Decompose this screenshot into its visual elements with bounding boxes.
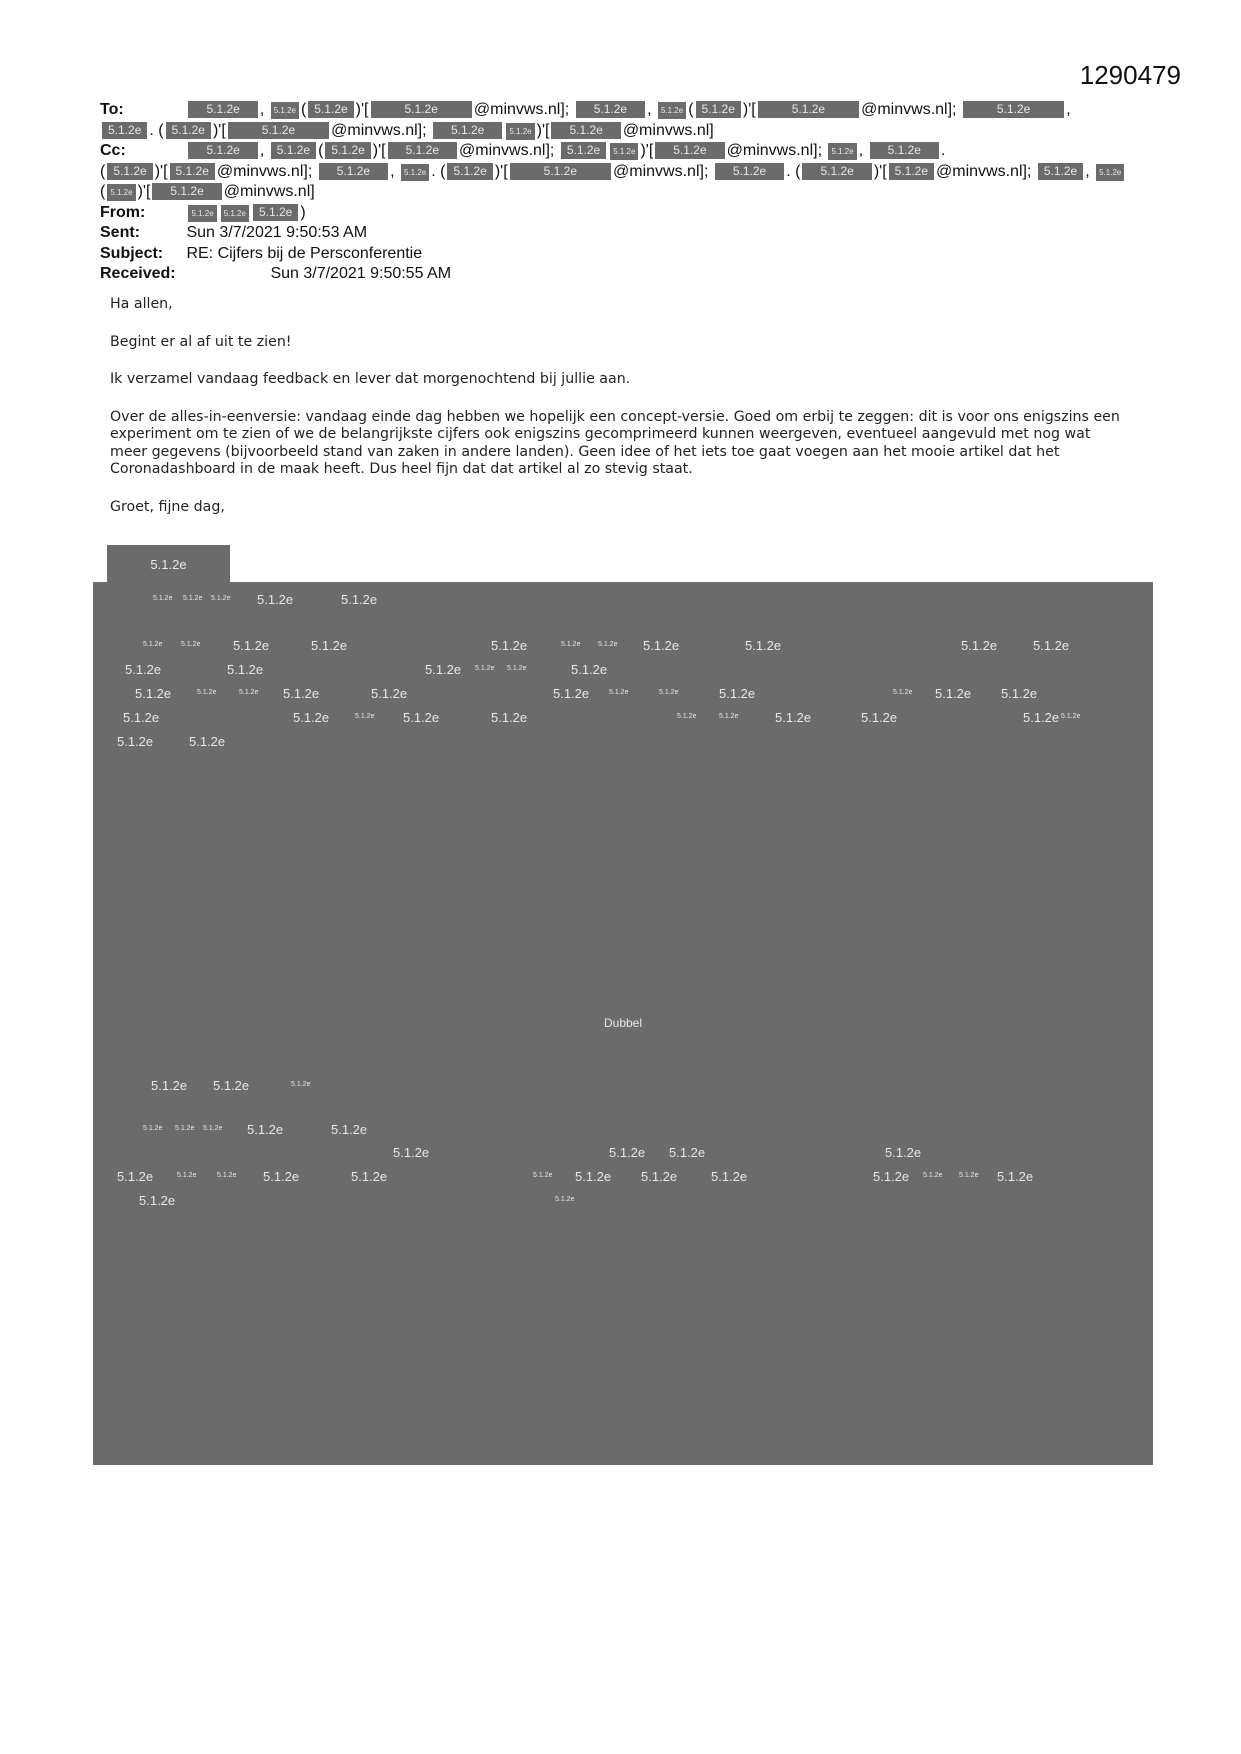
email-domain: @minvws.nl] [216,162,308,180]
redacted-line [93,662,1153,682]
redaction: 5.1.2e [870,142,939,159]
redaction: 5.1.2e [177,1172,197,1179]
redacted-line [93,638,1153,658]
redacted-line [93,1122,1153,1142]
redaction: 5.1.2e [197,689,217,696]
redaction: 5.1.2e [658,102,686,119]
redaction: 5.1.2e [393,1145,430,1160]
redaction: 5.1.2e [889,163,934,180]
redaction: 5.1.2e [355,713,375,720]
redaction: 5.1.2e [181,641,201,648]
redaction: 5.1.2e [291,1081,311,1088]
redaction: 5.1.2e [553,686,590,701]
redaction: 5.1.2e [506,123,534,140]
redaction: 5.1.2e [571,662,608,677]
redaction: 5.1.2e [143,641,163,648]
body-paragraph-2: Ik verzamel vandaag feedback en lever dat morgenochtend bij jullie aan. [110,371,631,387]
redaction: 5.1.2e [152,183,221,200]
email-domain: @minvws.nl] [613,162,704,180]
redaction: 5.1.2e [211,595,231,602]
sent-label: Sent: [100,224,140,241]
redaction: 5.1.2e [228,122,329,139]
redaction: 5.1.2e [893,689,913,696]
redacted-block [93,582,1153,1465]
redacted-line [93,1078,1153,1098]
from-label: From: [100,203,146,221]
redaction: 5.1.2e [170,163,215,180]
redaction: 5.1.2e [123,710,160,725]
redaction: 5.1.2e [533,1172,553,1179]
redacted-line [93,686,1153,706]
redaction: 5.1.2e [598,641,618,648]
redaction: 5.1.2e [828,143,856,160]
redaction: 5.1.2e [271,102,299,119]
redaction: 5.1.2e [227,662,264,677]
redaction: 5.1.2e [959,1172,979,1179]
redaction: 5.1.2e [189,734,226,749]
redaction: 5.1.2e [188,142,257,159]
redaction: 5.1.2e [659,689,679,696]
redaction: 5.1.2e [239,689,259,696]
redacted-line [93,1169,1153,1189]
redaction: 5.1.2e [551,122,620,139]
redaction: 5.1.2e [271,142,316,159]
redaction: 5.1.2e [447,163,492,180]
to-label: To: [100,101,124,118]
dubbel-label: Dubbel [603,1016,643,1030]
redaction: 5.1.2e [388,142,457,159]
subject-label: Subject: [100,244,164,262]
redaction: 5.1.2e [213,1078,250,1093]
redaction: 5.1.2e [963,101,1064,118]
to-row-cont: 5.1.2e . ( 5.1.2e )'[ 5.1.2e @minvws.nl]; 5.1.2e 5.1.2e )'[ 5.1.2e @minvws.nl] [100,121,1140,142]
redacted-line [93,592,1153,612]
redaction: 5.1.2e [217,1172,237,1179]
redaction: 5.1.2e [561,142,606,159]
redaction: 5.1.2e [433,122,502,139]
email-domain: @minvws.nl] [223,183,315,200]
redaction: 5.1.2e [873,1169,910,1184]
subject-value: RE: Cijfers bij de Persconferentie [186,244,423,262]
email-domain: @minvws.nl] [861,101,953,118]
redaction: 5.1.2e [507,665,527,672]
body-paragraph-3: Over de alles-in-eenversie: vandaag einde dag hebben we hopelijk een concept-versie. Goed om erbij te zeggen: dit is voor ons enigszins een experiment om te zien of we de belangrijkste cijfers ook enigszins gecomprimeerd kunnen weergeven, eventueel aangevuld met nog wat meer gegevens (bijvoorbeeld stand van zaken in andere landen). Geen idee of het iets toe gaat voegen aan het mooie artikel dat het Coronadashboard in de maak heeft. Dus heel fijn dat dat artikel al zo stevig staat. [110,408,1120,477]
redaction: 5.1.2e [253,204,298,221]
redaction: 5.1.2e [117,734,154,749]
redaction: 5.1.2e [923,1172,943,1179]
email-domain: @minvws.nl] [726,142,818,159]
redaction: 5.1.2e [308,101,353,118]
redaction: 5.1.2e [861,710,898,725]
redaction: 5.1.2e [319,163,388,180]
redaction: 5.1.2e [188,101,257,118]
redaction: 5.1.2e [188,205,216,222]
redaction: 5.1.2e [143,1125,163,1132]
redacted-line [93,710,1153,730]
redaction: 5.1.2e [641,1169,678,1184]
cc-row-cont2: ( 5.1.2e )'[ 5.1.2e @minvws.nl] [100,183,315,200]
redaction: 5.1.2e [715,163,784,180]
email-domain: @minvws.nl] [331,121,423,139]
redaction: 5.1.2e [885,1145,922,1160]
redaction: 5.1.2e [325,142,370,159]
sent-value: Sun 3/7/2021 9:50:53 AM [186,224,368,241]
cc-row: Cc: 5.1.2e , 5.1.2e ( 5.1.2e )'[ 5.1.2e @minvws.nl]; 5.1.2e 5.1.2e )'[ 5.1.2e @minvws.nl]; 5.1.2e , 5.1.2e . [100,141,1140,162]
redaction: 5.1.2e [491,638,528,653]
redacted-line [93,1145,1153,1165]
redaction: 5.1.2e [183,595,203,602]
email-domain: @minvws.nl] [622,121,714,139]
body-paragraph-1: Begint er al af uit te zien! [110,333,292,350]
closing: Groet, fijne dag, [110,498,225,515]
redaction: 5.1.2e [643,638,680,653]
redaction: 5.1.2e [1033,638,1070,653]
redaction: 5.1.2e [711,1169,748,1184]
redaction: 5.1.2e [331,1122,368,1137]
redaction: 5.1.2e [139,1193,176,1208]
redaction: 5.1.2e [575,1169,612,1184]
redacted-signature-tab: 5.1.2e [107,545,230,582]
cc-row-cont: ( 5.1.2e )'[ 5.1.2e @minvws.nl]; 5.1.2e , 5.1.2e . ( 5.1.2e )'[ 5.1.2e @minvws.nl]; 5.1.2e . ( 5.1.2e )'[ 5.1.2e @minvws.nl]; 5.1.2e , 5.1.2e [100,162,1140,183]
redaction: 5.1.2e [719,686,756,701]
redaction: 5.1.2e [203,1125,223,1132]
redaction: 5.1.2e [425,662,462,677]
redaction: 5.1.2e [576,101,645,118]
redaction: 5.1.2e [802,163,871,180]
redaction: 5.1.2e [257,592,294,607]
redaction: 5.1.2e [510,163,611,180]
redaction: 5.1.2e [610,143,638,160]
redaction: 5.1.2e [247,1122,284,1137]
redaction: 5.1.2e [758,101,859,118]
email-body [110,296,1120,536]
redaction: 5.1.2e [555,1196,575,1203]
email-domain: @minvws.nl] [473,101,565,118]
redaction: 5.1.2e [935,686,972,701]
received-label: Received: [100,265,176,282]
redaction: 5.1.2e [311,638,348,653]
redaction: 5.1.2e [371,101,472,118]
redaction: 5.1.2e [669,1145,706,1160]
to-row: To: 5.1.2e , 5.1.2e ( 5.1.2e )'[ 5.1.2e @minvws.nl]; 5.1.2e , 5.1.2e ( 5.1.2e )'[ 5.1.2e @minvws.nl]; 5.1.2e , [100,100,1140,121]
redaction: 5.1.2e [135,686,172,701]
email-header [100,100,1140,285]
subject-row [100,244,1140,265]
redaction: 5.1.2e [117,1169,154,1184]
redaction: 5.1.2e [151,1078,188,1093]
redaction: 5.1.2e [609,689,629,696]
redaction: 5.1.2e [1023,710,1060,725]
redaction: 5.1.2e [401,164,429,181]
redaction: 5.1.2e [166,122,211,139]
cc-label: Cc: [100,142,126,159]
redaction: 5.1.2e [175,1125,195,1132]
received-row [100,264,1140,285]
redacted-line [93,734,1153,754]
redaction: 5.1.2e [341,592,378,607]
redaction: 5.1.2e [107,184,135,201]
document-id: 1290479 [1079,60,1181,90]
redaction: 5.1.2e [233,638,270,653]
redaction: 5.1.2e [107,163,152,180]
from-row: From: 5.1.2e 5.1.2e 5.1.2e ) [100,203,1140,224]
email-domain: @minvws.nl] [936,162,1027,180]
redaction: 5.1.2e [745,638,782,653]
redaction: 5.1.2e [719,713,739,720]
redaction: 5.1.2e [997,1169,1034,1184]
redaction: 5.1.2e [293,710,330,725]
sent-row [100,223,1140,244]
redaction: 5.1.2e [1038,163,1083,180]
redaction: 5.1.2e [351,1169,388,1184]
redaction: 5.1.2e [403,710,440,725]
received-value: Sun 3/7/2021 9:50:55 AM [270,265,452,282]
redaction: 5.1.2e [1061,713,1081,720]
redaction: 5.1.2e [696,101,741,118]
redaction: 5.1.2e [961,638,998,653]
redaction: 5.1.2e [775,710,812,725]
redaction: 5.1.2e [1096,164,1124,181]
redaction: 5.1.2e [283,686,320,701]
redacted-line [93,1193,1153,1213]
redaction: 5.1.2e [153,595,173,602]
greeting: Ha allen, [110,296,173,312]
redaction: 5.1.2e [491,710,528,725]
email-domain: @minvws.nl] [459,142,550,159]
redaction: 5.1.2e [221,205,249,222]
redaction: 5.1.2e [609,1145,646,1160]
redaction: 5.1.2e [475,665,495,672]
redaction: 5.1.2e [125,662,162,677]
redaction: 5.1.2e [677,713,697,720]
redaction: 5.1.2e [1001,686,1038,701]
redaction: 5.1.2e [102,122,147,139]
redaction: 5.1.2e [263,1169,300,1184]
redaction: 5.1.2e [561,641,581,648]
redaction: 5.1.2e [655,142,724,159]
redaction: 5.1.2e [371,686,408,701]
